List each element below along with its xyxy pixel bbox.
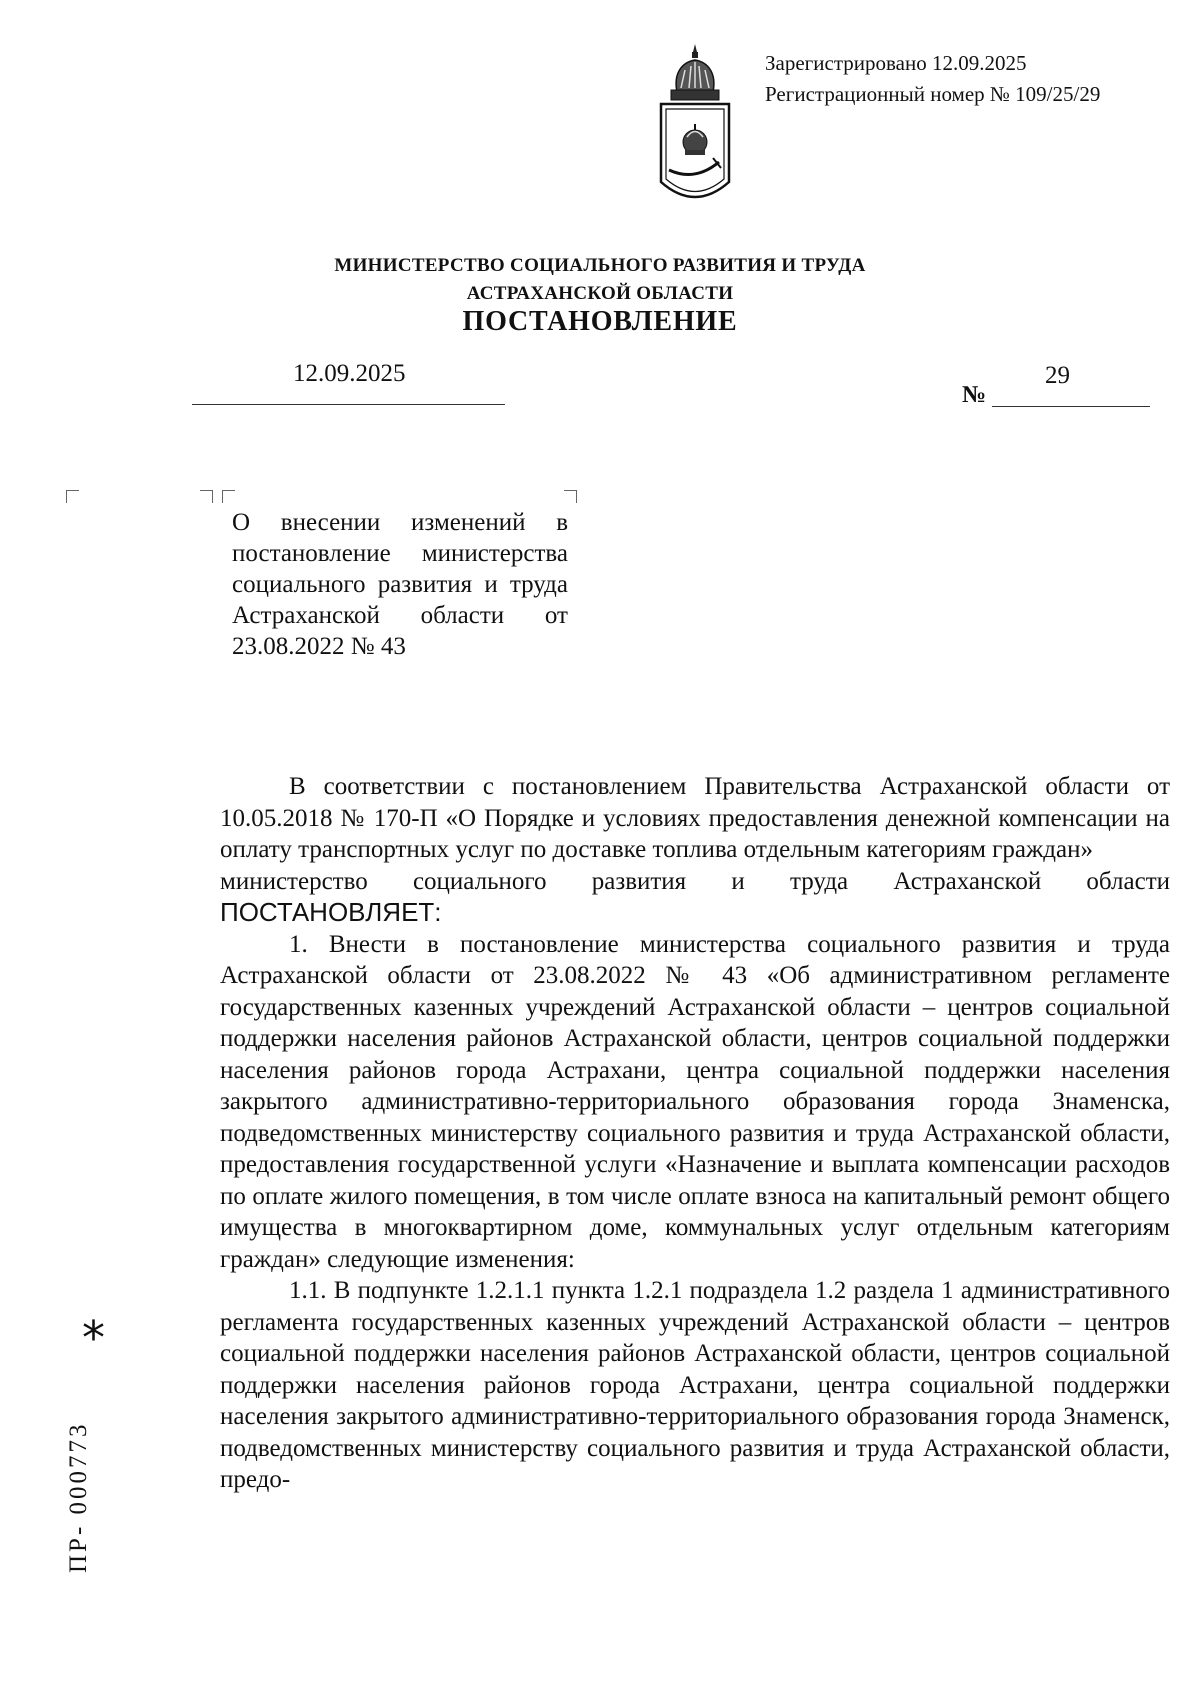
item-1: 1. Внести в постановление министерства социального развития и труда Астраханской области от 23.08.2022 № 43 «Об административном регламенте государственных казенных учреждений Астраханской области – центров социальной поддержки населения районов Астраханской области, центров социальной поддержки населения районов города Астрахани, центра социальной поддержки населения закрытого административно-территориального образования города Знаменска, подведомственных министерству социального развития и труда Астраханской области, предоставления государственной услуги «Назначение и выплата компенсации расходов по оплате жилого помещения, в том числе оплате взноса на капитальный ремонт общего имущества в многоквартирном доме, коммунальных услуг отдельным категориям граждан» следующие изменения: xyxy=(220,930,1170,1273)
item-1-1: 1.1. В подпункте 1.2.1.1 пункта 1.2.1 подраздела 1.2 раздела 1 административного регламента государственных казенных учреждений Астраханской области – центров социальной поддержки населения районов Астраханской области, центров социальной поддержки населения районов города Астрахани, центра социальной поддержки населения закрытого административно-территориального образования города Знаменск, подведомственных министерству социального развития и труда Астраханской области, предо- xyxy=(220,1277,1170,1493)
number-sign: № xyxy=(962,382,987,408)
preamble-paragraph: В соответствии с постановлением Правительства Астраханской области от 10.05.2018 № 170-П «О Порядке и условиях предоставления денежной компенсации на оплату транспортных услуг по доставке топлива отдельным категориям граждан» xyxy=(220,773,1170,863)
date-underline xyxy=(192,404,505,405)
corner-mark xyxy=(66,490,79,503)
corner-mark xyxy=(200,490,213,503)
document-date: 12.09.2025 xyxy=(293,360,406,387)
organization-name-line2: АСТРАХАНСКОЙ ОБЛАСТИ xyxy=(466,283,734,304)
resolves-word: ПОСТАНОВЛЯЕТ: xyxy=(220,897,442,927)
side-document-code: ПР- 000773 xyxy=(65,1421,92,1573)
registration-number: Регистрационный номер № 109/25/29 xyxy=(765,82,1101,106)
document-subject: О внесении изменений в постановление министерства социального развития и труда Астраханской области от 23.08.2022 № 43 xyxy=(232,509,568,660)
registration-stamp xyxy=(765,48,1100,110)
document-type: ПОСТАНОВЛЕНИЕ xyxy=(462,306,738,337)
margin-asterisk: * xyxy=(82,1311,105,1365)
coat-of-arms-icon xyxy=(655,42,735,210)
document-number: 29 xyxy=(1045,362,1070,389)
registration-date: Зарегистрировано 12.09.2025 xyxy=(765,51,1027,75)
ministry-resolves-line: министерство социального развития и труда Астраханской области xyxy=(220,867,1170,895)
document-body xyxy=(220,771,1170,1496)
organization-name-line1: МИНИСТЕРСТВО СОЦИАЛЬНОГО РАЗВИТИЯ И ТРУДА xyxy=(334,255,866,276)
corner-mark xyxy=(222,490,235,503)
organization-name xyxy=(0,252,1200,308)
corner-mark xyxy=(564,490,577,503)
number-underline xyxy=(992,406,1150,407)
